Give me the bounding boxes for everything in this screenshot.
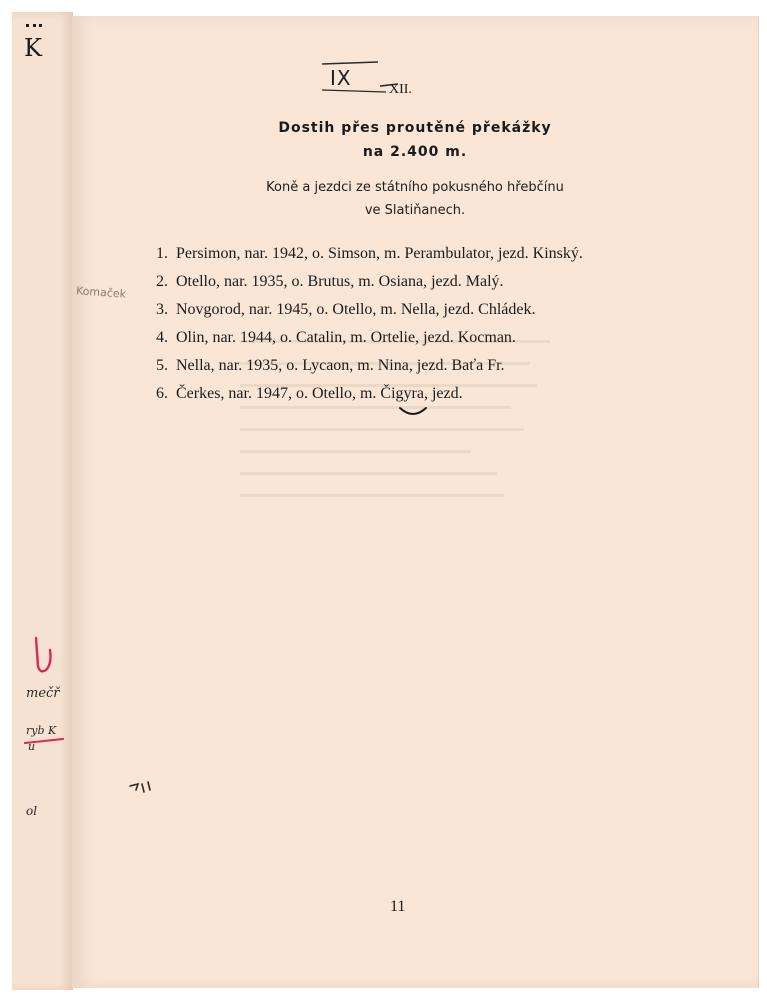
list-item [156,240,716,268]
entry-text: Persimon, nar. 1942, o. Simson, m. Perambulator, jezd. Kinský. [176,245,583,262]
entry-number: 2. [156,273,168,290]
list-item [156,380,716,408]
list-item [156,324,716,352]
left-handwriting-2: ryb K [26,724,57,737]
entry-number: 1. [156,245,168,262]
left-dots-mark [26,24,42,30]
race-title: Dostih přes proutěné překážky [278,120,552,136]
subtitle-line-2: ve Slatiňanech. [364,203,466,218]
left-handwriting-1: mečř [26,686,60,701]
subtitle-line-1: Koně a jezdci ze státního pokusného hřebčínu [266,180,564,195]
entry-text: Otello, nar. 1935, o. Brutus, m. Osiana, jezd. Malý. [176,273,504,290]
page-number: 11 [390,898,406,915]
ink-smudge [128,778,158,796]
horse-entries-list [156,240,716,408]
race-distance: na 2.400 m. [362,144,468,160]
left-page-letter: K [24,34,42,62]
list-item [156,268,716,296]
left-handwriting-4: ol [26,804,38,818]
entry-number: 6. [156,385,168,402]
entry-text: Novgorod, nar. 1945, o. Otello, m. Nella, jezd. Chládek. [176,301,536,318]
red-pencil-mark [32,636,56,676]
entry-number: 4. [156,329,168,346]
left-handwriting-3: u [28,740,36,753]
entry-text: Čerkes, nar. 1947, o. Otello, m. Čigyra, jezd. [176,385,463,402]
entry-number: 3. [156,301,168,318]
entry-text: Nella, nar. 1935, o. Lycaon, m. Nina, jezd. Baťa Fr. [176,357,505,374]
entry-number: 5. [156,357,168,374]
race-number-printed: XII. [389,82,412,97]
left-page-edge [12,12,73,990]
margin-pencil-note: Komaček [75,284,127,301]
list-item [156,352,716,380]
entry-text: Olin, nar. 1944, o. Catalin, m. Ortelie, jezd. Kocman. [176,329,516,346]
race-number-handwritten: IX [330,66,352,90]
ornament-scribble [398,404,428,420]
list-item [156,296,716,324]
